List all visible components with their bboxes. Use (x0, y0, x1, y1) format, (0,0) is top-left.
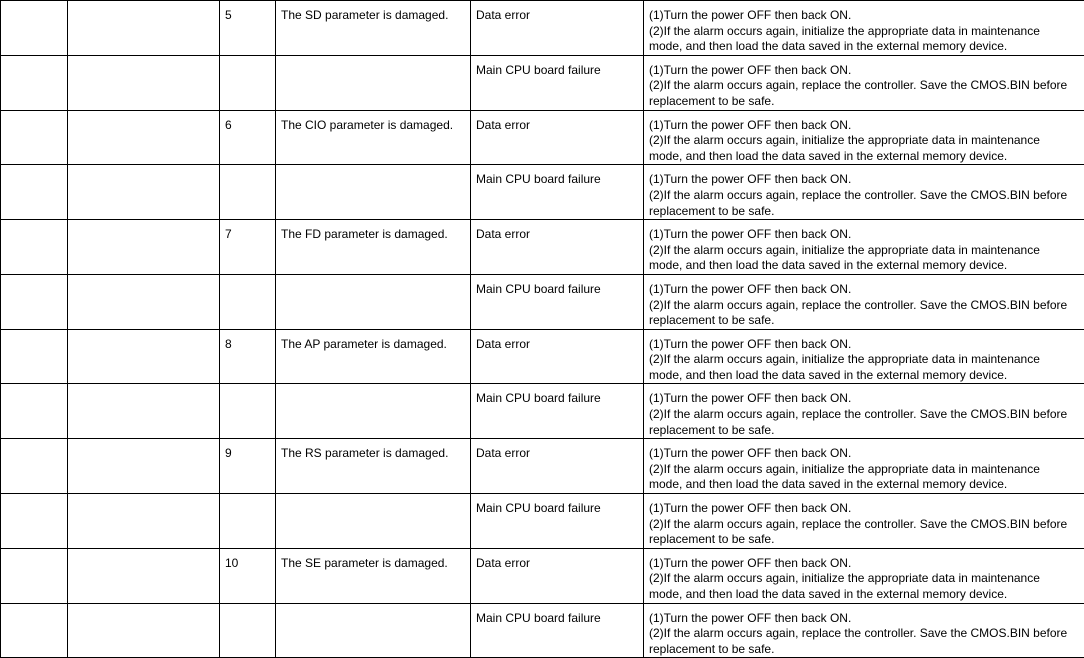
remedy-line: (2)If the alarm occurs again, replace the controller. Save the CMOS.BIN before (649, 188, 1079, 204)
remedy-line: replacement to be safe. (649, 423, 1079, 439)
remedy-cell (644, 55, 1084, 110)
remedy-cell (644, 165, 1084, 220)
remedy-line: (2)If the alarm occurs again, initialize the appropriate data in maintenance (649, 133, 1079, 149)
cause-cell (471, 220, 644, 275)
remedy-line: replacement to be safe. (649, 642, 1079, 658)
alarm-table-body (1, 1, 1084, 658)
alarm-name-cell (68, 548, 220, 603)
cause: Data error (476, 118, 530, 132)
message-cell (276, 220, 471, 275)
remedy-cell (644, 220, 1084, 275)
remedy-line: (1)Turn the power OFF then back ON. (649, 118, 1079, 134)
message: The AP parameter is damaged. (281, 337, 447, 351)
sub-code: 7 (225, 227, 232, 241)
remedy-line: mode, and then load the data saved in the external memory device. (649, 368, 1079, 384)
message: The SE parameter is damaged. (281, 556, 448, 570)
remedy-line: (2)If the alarm occurs again, initialize the appropriate data in maintenance (649, 462, 1079, 478)
cause-cell (471, 548, 644, 603)
message-cell (276, 55, 471, 110)
cause-cell (471, 329, 644, 384)
remedy-line: (1)Turn the power OFF then back ON. (649, 172, 1079, 188)
table-row (1, 110, 1084, 165)
remedy-line: replacement to be safe. (649, 313, 1079, 329)
cause-cell (471, 439, 644, 494)
remedy-line: (2)If the alarm occurs again, replace the controller. Save the CMOS.BIN before (649, 298, 1079, 314)
remedy-line: (1)Turn the power OFF then back ON. (649, 8, 1079, 24)
cause: Data error (476, 337, 530, 351)
message-cell (276, 603, 471, 658)
remedy-line: replacement to be safe. (649, 204, 1079, 220)
alarm-name-cell (68, 439, 220, 494)
remedy-line: (2)If the alarm occurs again, replace the controller. Save the CMOS.BIN before (649, 626, 1079, 642)
remedy-line: (1)Turn the power OFF then back ON. (649, 556, 1079, 572)
cause: Main CPU board failure (476, 63, 601, 77)
table-row (1, 384, 1084, 439)
sub-code-cell (220, 603, 276, 658)
alarm-name-cell (68, 1, 220, 56)
sub-code-cell (220, 439, 276, 494)
message: The CIO parameter is damaged. (281, 118, 453, 132)
cause: Main CPU board failure (476, 282, 601, 296)
alarm-code-cell (1, 329, 68, 384)
remedy-line: mode, and then load the data saved in the external memory device. (649, 258, 1079, 274)
sub-code-cell (220, 329, 276, 384)
remedy-line: (1)Turn the power OFF then back ON. (649, 337, 1079, 353)
message-cell (276, 494, 471, 549)
table-row (1, 55, 1084, 110)
message-cell (276, 548, 471, 603)
remedy-line: (2)If the alarm occurs again, replace the controller. Save the CMOS.BIN before (649, 517, 1079, 533)
cause-cell (471, 1, 644, 56)
table-row (1, 165, 1084, 220)
remedy-line: (2)If the alarm occurs again, initialize the appropriate data in maintenance (649, 243, 1079, 259)
remedy-line: mode, and then load the data saved in the external memory device. (649, 149, 1079, 165)
alarm-code-cell (1, 274, 68, 329)
message: The SD parameter is damaged. (281, 8, 448, 22)
table-row (1, 220, 1084, 275)
cause: Data error (476, 8, 530, 22)
cause: Data error (476, 556, 530, 570)
remedy-cell (644, 384, 1084, 439)
message-cell (276, 110, 471, 165)
cause: Main CPU board failure (476, 611, 601, 625)
cause-cell (471, 494, 644, 549)
remedy-line: (2)If the alarm occurs again, initialize the appropriate data in maintenance (649, 24, 1079, 40)
table-row (1, 494, 1084, 549)
remedy-line: mode, and then load the data saved in the external memory device. (649, 39, 1079, 55)
cause: Main CPU board failure (476, 391, 601, 405)
sub-code-cell (220, 1, 276, 56)
remedy-line: replacement to be safe. (649, 532, 1079, 548)
sub-code: 8 (225, 337, 232, 351)
remedy-line: (1)Turn the power OFF then back ON. (649, 446, 1079, 462)
alarm-code-cell (1, 220, 68, 275)
remedy-line: (1)Turn the power OFF then back ON. (649, 63, 1079, 79)
table-row (1, 1, 1084, 56)
alarm-name-cell (68, 329, 220, 384)
sub-code-cell (220, 165, 276, 220)
cause-cell (471, 165, 644, 220)
alarm-code-cell (1, 110, 68, 165)
table-row (1, 329, 1084, 384)
alarm-code-cell (1, 603, 68, 658)
sub-code-cell (220, 220, 276, 275)
cause-cell (471, 55, 644, 110)
alarm-code-cell (1, 439, 68, 494)
remedy-line: (1)Turn the power OFF then back ON. (649, 501, 1079, 517)
remedy-cell (644, 329, 1084, 384)
remedy-line: mode, and then load the data saved in the external memory device. (649, 587, 1079, 603)
alarm-code-cell (1, 548, 68, 603)
cause-cell (471, 384, 644, 439)
cause: Data error (476, 446, 530, 460)
cause-cell (471, 274, 644, 329)
sub-code: 10 (225, 556, 238, 570)
alarm-code-cell (1, 1, 68, 56)
alarm-name-cell (68, 494, 220, 549)
remedy-cell (644, 1, 1084, 56)
message-cell (276, 384, 471, 439)
remedy-line: mode, and then load the data saved in the external memory device. (649, 477, 1079, 493)
sub-code-cell (220, 274, 276, 329)
sub-code: 9 (225, 446, 232, 460)
table-row (1, 603, 1084, 658)
message-cell (276, 439, 471, 494)
sub-code: 6 (225, 118, 232, 132)
sub-code-cell (220, 384, 276, 439)
alarm-name-cell (68, 165, 220, 220)
remedy-cell (644, 548, 1084, 603)
remedy-cell (644, 494, 1084, 549)
message-cell (276, 329, 471, 384)
alarm-name-cell (68, 55, 220, 110)
remedy-line: (1)Turn the power OFF then back ON. (649, 282, 1079, 298)
alarm-name-cell (68, 384, 220, 439)
remedy-line: (2)If the alarm occurs again, replace the controller. Save the CMOS.BIN before (649, 407, 1079, 423)
alarm-name-cell (68, 110, 220, 165)
alarm-code-cell (1, 55, 68, 110)
remedy-cell (644, 603, 1084, 658)
cause: Main CPU board failure (476, 501, 601, 515)
sub-code-cell (220, 55, 276, 110)
cause-cell (471, 110, 644, 165)
remedy-cell (644, 110, 1084, 165)
message-cell (276, 1, 471, 56)
remedy-line: (2)If the alarm occurs again, initialize the appropriate data in maintenance (649, 571, 1079, 587)
table-row (1, 439, 1084, 494)
table-row (1, 548, 1084, 603)
remedy-line: (2)If the alarm occurs again, initialize the appropriate data in maintenance (649, 352, 1079, 368)
sub-code-cell (220, 548, 276, 603)
remedy-line: (1)Turn the power OFF then back ON. (649, 227, 1079, 243)
cause: Data error (476, 227, 530, 241)
alarm-code-cell (1, 165, 68, 220)
cause-cell (471, 603, 644, 658)
remedy-line: (1)Turn the power OFF then back ON. (649, 611, 1079, 627)
cause: Main CPU board failure (476, 172, 601, 186)
remedy-line: replacement to be safe. (649, 94, 1079, 110)
table-row (1, 274, 1084, 329)
sub-code-cell (220, 110, 276, 165)
remedy-cell (644, 439, 1084, 494)
sub-code: 5 (225, 8, 232, 22)
message-cell (276, 274, 471, 329)
alarm-code-cell (1, 384, 68, 439)
alarm-name-cell (68, 274, 220, 329)
message: The FD parameter is damaged. (281, 227, 448, 241)
remedy-cell (644, 274, 1084, 329)
alarm-code-cell (1, 494, 68, 549)
message: The RS parameter is damaged. (281, 446, 448, 460)
sub-code-cell (220, 494, 276, 549)
alarm-name-cell (68, 603, 220, 658)
alarm-name-cell (68, 220, 220, 275)
remedy-line: (2)If the alarm occurs again, replace the controller. Save the CMOS.BIN before (649, 78, 1079, 94)
remedy-line: (1)Turn the power OFF then back ON. (649, 391, 1079, 407)
message-cell (276, 165, 471, 220)
